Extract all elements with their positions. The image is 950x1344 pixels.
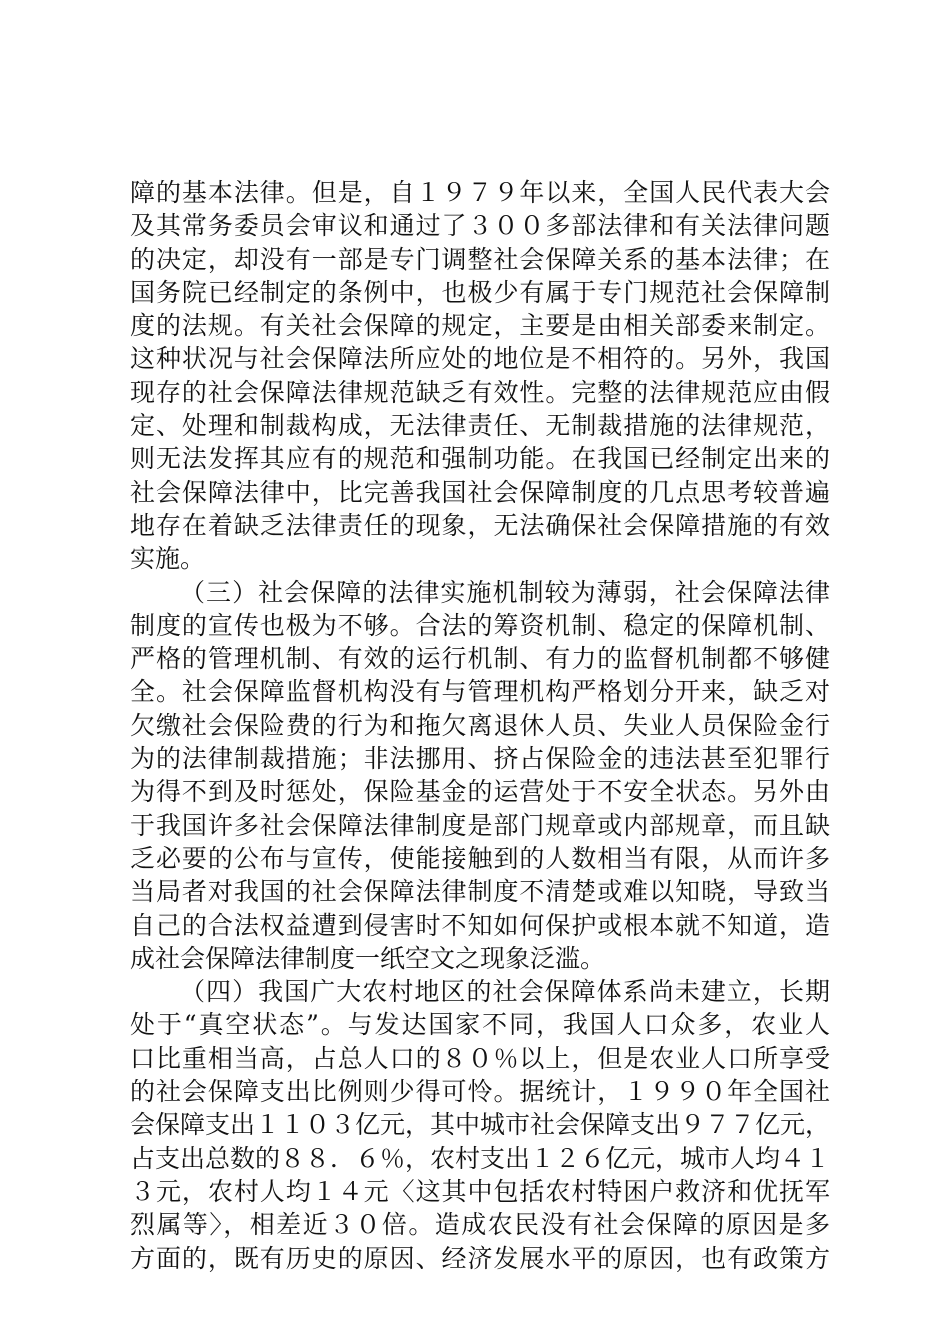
text-line: 社会保障法律中，比完善我国社会保障制度的几点思考较普遍 <box>130 477 830 507</box>
text-line: 的社会保障支出比例则少得可怜。据统计，１９９０年全国社 <box>130 1077 830 1107</box>
text-line: 及其常务委员会审议和通过了３００多部法律和有关法律问题 <box>130 211 830 241</box>
text-line: 烈属等〉，相差近３０倍。造成农民没有社会保障的原因是多 <box>130 1210 830 1240</box>
text-line: 为的法律制裁措施；非法挪用、挤占保险金的违法甚至犯罪行 <box>130 744 830 774</box>
text-line: 欠缴社会保险费的行为和拖欠离退休人员、失业人员保险金行 <box>130 710 830 740</box>
text-line: 严格的管理机制、有效的运行机制、有力的监督机制都不够健 <box>130 644 830 674</box>
text-line: 障的基本法律。但是，自１９７９年以来，全国人民代表大会 <box>130 178 830 207</box>
paragraph-first-line: （三）社会保障的法律实施机制较为薄弱，社会保障法律 <box>180 577 830 607</box>
text-line: 乏必要的公布与宣传，使能接触到的人数相当有限，从而许多 <box>130 843 830 873</box>
text-line: ３元，农村人均１４元〈这其中包括农村特困户救济和优抚军 <box>130 1176 830 1206</box>
text-line: 当局者对我国的社会保障法律制度不清楚或难以知晓，导致当 <box>130 877 830 907</box>
text-line: 度的法规。有关社会保障的规定，主要是由相关部委来制定。 <box>130 311 830 341</box>
text-line: 成社会保障法律制度一纸空文之现象泛滥。 <box>130 943 606 973</box>
text-line: 国务院已经制定的条例中，也极少有属于专门规范社会保障制 <box>130 277 830 307</box>
text-line: 的决定，却没有一部是专门调整社会保障关系的基本法律；在 <box>130 244 830 274</box>
text-line: 占支出总数的８８．６％，农村支出１２６亿元，城市人均４１ <box>130 1143 830 1173</box>
text-line: 制度的宣传也极为不够。合法的筹资机制、稳定的保障机制、 <box>130 610 830 640</box>
text-line: 实施。 <box>130 544 206 574</box>
text-line: 为得不到及时惩处，保险基金的运营处于不安全状态。另外由 <box>130 777 830 807</box>
text-line: 于我国许多社会保障法律制度是部门规章或内部规章，而且缺 <box>130 810 830 840</box>
text-line: 口比重相当高，占总人口的８０％以上，但是农业人口所享受 <box>130 1043 830 1073</box>
text-line: 则无法发挥其应有的规范和强制功能。在我国已经制定出来的 <box>130 444 830 474</box>
body-text <box>130 176 830 1275</box>
text-line: 方面的，既有历史的原因、经济发展水平的原因，也有政策方 <box>130 1243 830 1273</box>
text-line: 现存的社会保障法律规范缺乏有效性。完整的法律规范应由假 <box>130 377 830 407</box>
text-line: 自己的合法权益遭到侵害时不知如何保护或根本就不知道，造 <box>130 910 830 940</box>
text-line: 会保障支出１１０３亿元，其中城市社会保障支出９７７亿元， <box>130 1110 830 1140</box>
paragraph-first-line: （四）我国广大农村地区的社会保障体系尚未建立，长期 <box>180 977 830 1007</box>
text-line: 这种状况与社会保障法所应处的地位是不相符的。另外，我国 <box>130 344 830 374</box>
text-line: 处于“真空状态”。与发达国家不同，我国人口众多，农业人 <box>130 1010 830 1040</box>
text-line: 地存在着缺乏法律责任的现象，无法确保社会保障措施的有效 <box>130 510 830 540</box>
text-line: 全。社会保障监督机构没有与管理机构严格划分开来，缺乏对 <box>130 677 830 707</box>
text-line: 定、处理和制裁构成，无法律责任、无制裁措施的法律规范， <box>130 411 830 441</box>
